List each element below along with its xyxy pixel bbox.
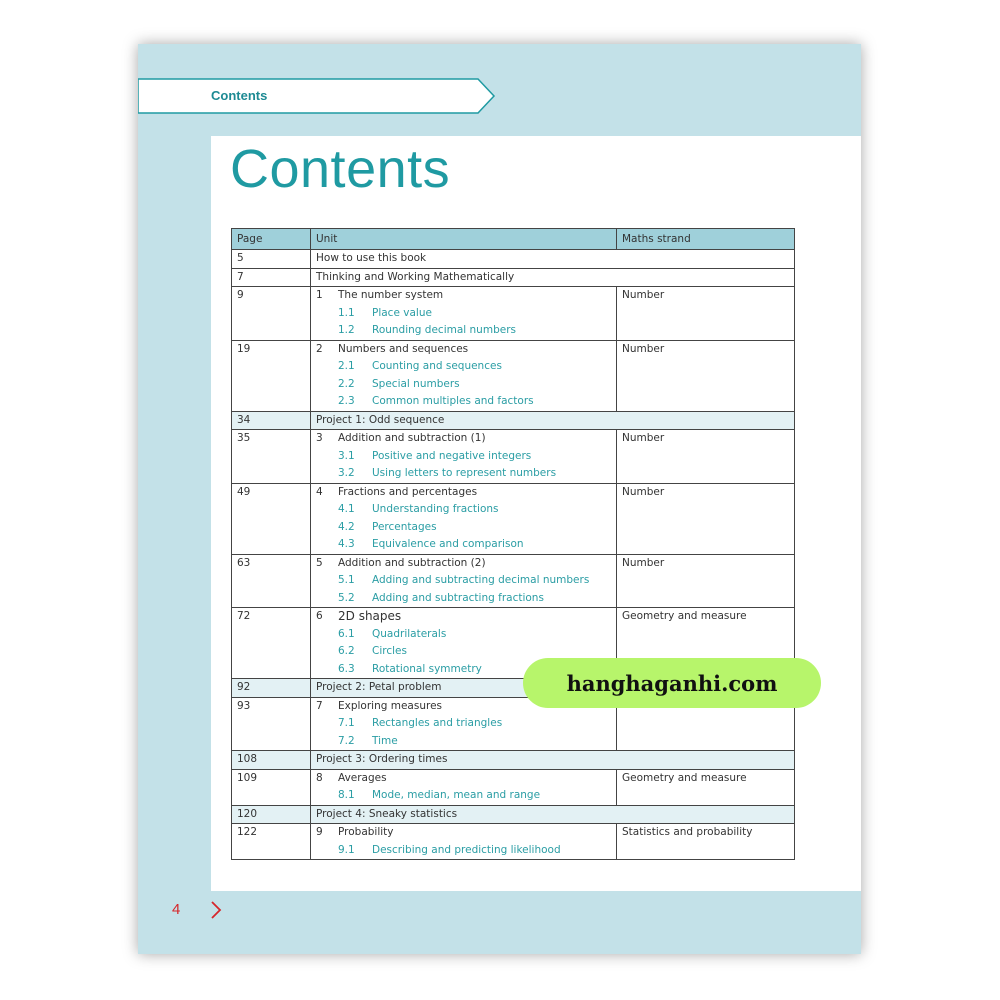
subunit-item bbox=[316, 322, 611, 340]
cell-unit bbox=[311, 483, 617, 554]
cell-strand: Number bbox=[617, 554, 795, 608]
cell-unit: Project 1: Odd sequence bbox=[311, 411, 795, 430]
cell-page: 5 bbox=[232, 250, 311, 269]
unit-name: Probability bbox=[338, 826, 394, 838]
cell-strand: Number bbox=[617, 340, 795, 411]
subunit-item bbox=[316, 305, 611, 323]
unit-number: 7 bbox=[316, 699, 323, 712]
unit-number: 1 bbox=[316, 289, 323, 301]
unit-title bbox=[316, 287, 611, 305]
subunit-number: 9.1 bbox=[338, 843, 355, 856]
subunit-item bbox=[316, 519, 611, 537]
subunit-number: 7.1 bbox=[338, 717, 355, 729]
unit-title bbox=[316, 341, 611, 359]
unit-name: Fractions and percentages bbox=[338, 485, 478, 498]
cell-page: 63 bbox=[232, 554, 311, 608]
unit-name: Averages bbox=[338, 771, 387, 784]
cell-strand: Statistics and probability bbox=[617, 824, 795, 860]
cell-page: 93 bbox=[232, 697, 311, 751]
cell-unit bbox=[311, 769, 617, 805]
cell-page: 92 bbox=[232, 679, 311, 698]
unit-title bbox=[316, 770, 611, 788]
cell-strand: Number bbox=[617, 430, 795, 484]
cell-page: 35 bbox=[232, 430, 311, 484]
cell-unit: Thinking and Working Mathematically bbox=[311, 268, 795, 287]
cell-unit bbox=[311, 824, 617, 860]
unit-name: Numbers and sequences bbox=[338, 342, 469, 355]
subunit-title: Rounding decimal numbers bbox=[372, 324, 516, 336]
cell-strand: Geometry and measure bbox=[617, 769, 795, 805]
subunit-title: Percentages bbox=[372, 520, 437, 533]
page-number: 4 bbox=[172, 901, 181, 918]
table-row bbox=[232, 483, 795, 554]
subunit-title: Understanding fractions bbox=[372, 503, 499, 515]
subunit-number: 2.1 bbox=[338, 360, 355, 372]
subunit-number: 6.1 bbox=[338, 627, 355, 640]
subunit-item bbox=[316, 465, 611, 483]
cell-unit bbox=[311, 554, 617, 608]
subunit-number: 2.3 bbox=[338, 395, 355, 407]
subunit-number: 1.1 bbox=[338, 306, 355, 319]
subunit-title: Time bbox=[372, 734, 398, 747]
subunit-title: Counting and sequences bbox=[372, 360, 502, 372]
unit-title bbox=[316, 555, 611, 573]
subunit-title: Place value bbox=[372, 306, 432, 319]
cell-strand: Geometry and measure bbox=[617, 608, 795, 679]
cell-page: 120 bbox=[232, 805, 311, 824]
subunit-item bbox=[316, 787, 611, 805]
subunit-number: 1.2 bbox=[338, 324, 355, 336]
subunit-number: 3.1 bbox=[338, 449, 355, 462]
project-row bbox=[232, 805, 795, 824]
unit-title bbox=[316, 824, 611, 842]
subunit-item bbox=[316, 733, 611, 751]
project-row bbox=[232, 411, 795, 430]
subunit-number: 4.1 bbox=[338, 503, 355, 515]
subunit-title: Common multiples and factors bbox=[372, 395, 534, 407]
unit-number: 2 bbox=[316, 342, 323, 355]
table-row bbox=[232, 824, 795, 860]
cell-page: 109 bbox=[232, 769, 311, 805]
subunit-title: Positive and negative integers bbox=[372, 449, 532, 462]
table-row bbox=[232, 268, 795, 287]
cell-unit: Project 4: Sneaky statistics bbox=[311, 805, 795, 824]
unit-number: 3 bbox=[316, 432, 323, 444]
chevron-right-icon bbox=[210, 900, 222, 925]
subunit-title: Rotational symmetry bbox=[372, 662, 482, 675]
header-page: Page bbox=[232, 229, 311, 250]
header-unit: Unit bbox=[311, 229, 617, 250]
project-row bbox=[232, 751, 795, 770]
contents-table bbox=[231, 228, 795, 860]
table-body bbox=[232, 250, 795, 860]
subunit-item bbox=[316, 626, 611, 644]
table-header-row bbox=[232, 229, 795, 250]
unit-number: 6 bbox=[316, 610, 323, 622]
cell-unit bbox=[311, 287, 617, 341]
subunit-title: Describing and predicting likelihood bbox=[372, 843, 561, 856]
header-tab bbox=[138, 78, 496, 114]
table-row bbox=[232, 554, 795, 608]
subunit-number: 2.2 bbox=[338, 377, 355, 390]
subunit-item bbox=[316, 448, 611, 466]
unit-name: Exploring measures bbox=[338, 699, 443, 712]
subunit-number: 7.2 bbox=[338, 734, 355, 747]
table-row bbox=[232, 769, 795, 805]
cell-page: 9 bbox=[232, 287, 311, 341]
subunit-number: 4.2 bbox=[338, 520, 355, 533]
page-title: Contents bbox=[230, 139, 451, 199]
unit-name: 2D shapes bbox=[338, 609, 402, 623]
cell-strand: Number bbox=[617, 287, 795, 341]
subunit-item bbox=[316, 358, 611, 376]
subunit-number: 3.2 bbox=[338, 467, 355, 479]
cell-unit bbox=[311, 340, 617, 411]
cell-page: 34 bbox=[232, 411, 311, 430]
cell-unit: How to use this book bbox=[311, 250, 795, 269]
subunit-title: Quadrilaterals bbox=[372, 627, 447, 640]
cell-unit: Project 3: Ordering times bbox=[311, 751, 795, 770]
cell-page: 108 bbox=[232, 751, 311, 770]
unit-number: 5 bbox=[316, 556, 323, 569]
unit-number: 8 bbox=[316, 771, 323, 784]
subunit-item bbox=[316, 376, 611, 394]
cell-strand: Number bbox=[617, 483, 795, 554]
unit-name: Addition and subtraction (2) bbox=[338, 556, 486, 569]
book-page bbox=[138, 44, 861, 954]
watermark-badge: hanghaganhi.com bbox=[523, 658, 821, 708]
subunit-number: 8.1 bbox=[338, 789, 355, 801]
subunit-title: Circles bbox=[372, 645, 407, 657]
subunit-title: Special numbers bbox=[372, 377, 460, 390]
unit-number: 9 bbox=[316, 826, 323, 838]
unit-title bbox=[316, 608, 611, 626]
subunit-title: Adding and subtracting decimal numbers bbox=[372, 574, 590, 586]
unit-title bbox=[316, 484, 611, 502]
subunit-item bbox=[316, 536, 611, 554]
subunit-title: Rectangles and triangles bbox=[372, 717, 503, 729]
subunit-item bbox=[316, 842, 611, 860]
unit-name: Addition and subtraction (1) bbox=[338, 432, 486, 444]
table-row bbox=[232, 340, 795, 411]
subunit-title: Mode, median, mean and range bbox=[372, 789, 541, 801]
cell-page: 49 bbox=[232, 483, 311, 554]
unit-number: 4 bbox=[316, 485, 323, 498]
subunit-item bbox=[316, 393, 611, 411]
cell-unit: Project 2: Petal problem bbox=[311, 679, 795, 698]
unit-name: The number system bbox=[338, 289, 444, 301]
table-row bbox=[232, 250, 795, 269]
subunit-item bbox=[316, 501, 611, 519]
subunit-item bbox=[316, 715, 611, 733]
subunit-number: 6.3 bbox=[338, 662, 355, 675]
subunit-title: Equivalence and comparison bbox=[372, 538, 524, 550]
subunit-title: Adding and subtracting fractions bbox=[372, 591, 544, 604]
cell-page: 19 bbox=[232, 340, 311, 411]
subunit-number: 5.2 bbox=[338, 591, 355, 604]
table-row bbox=[232, 430, 795, 484]
cell-unit bbox=[311, 430, 617, 484]
subunit-number: 5.1 bbox=[338, 574, 355, 586]
header-label: Contents bbox=[211, 88, 268, 103]
table-row bbox=[232, 287, 795, 341]
cell-page: 72 bbox=[232, 608, 311, 679]
cell-page: 122 bbox=[232, 824, 311, 860]
header-strand: Maths strand bbox=[617, 229, 795, 250]
subunit-number: 4.3 bbox=[338, 538, 355, 550]
subunit-item bbox=[316, 590, 611, 608]
cell-page: 7 bbox=[232, 268, 311, 287]
subunit-item bbox=[316, 572, 611, 590]
unit-title bbox=[316, 430, 611, 448]
subunit-title: Using letters to represent numbers bbox=[372, 467, 557, 479]
subunit-number: 6.2 bbox=[338, 645, 355, 657]
